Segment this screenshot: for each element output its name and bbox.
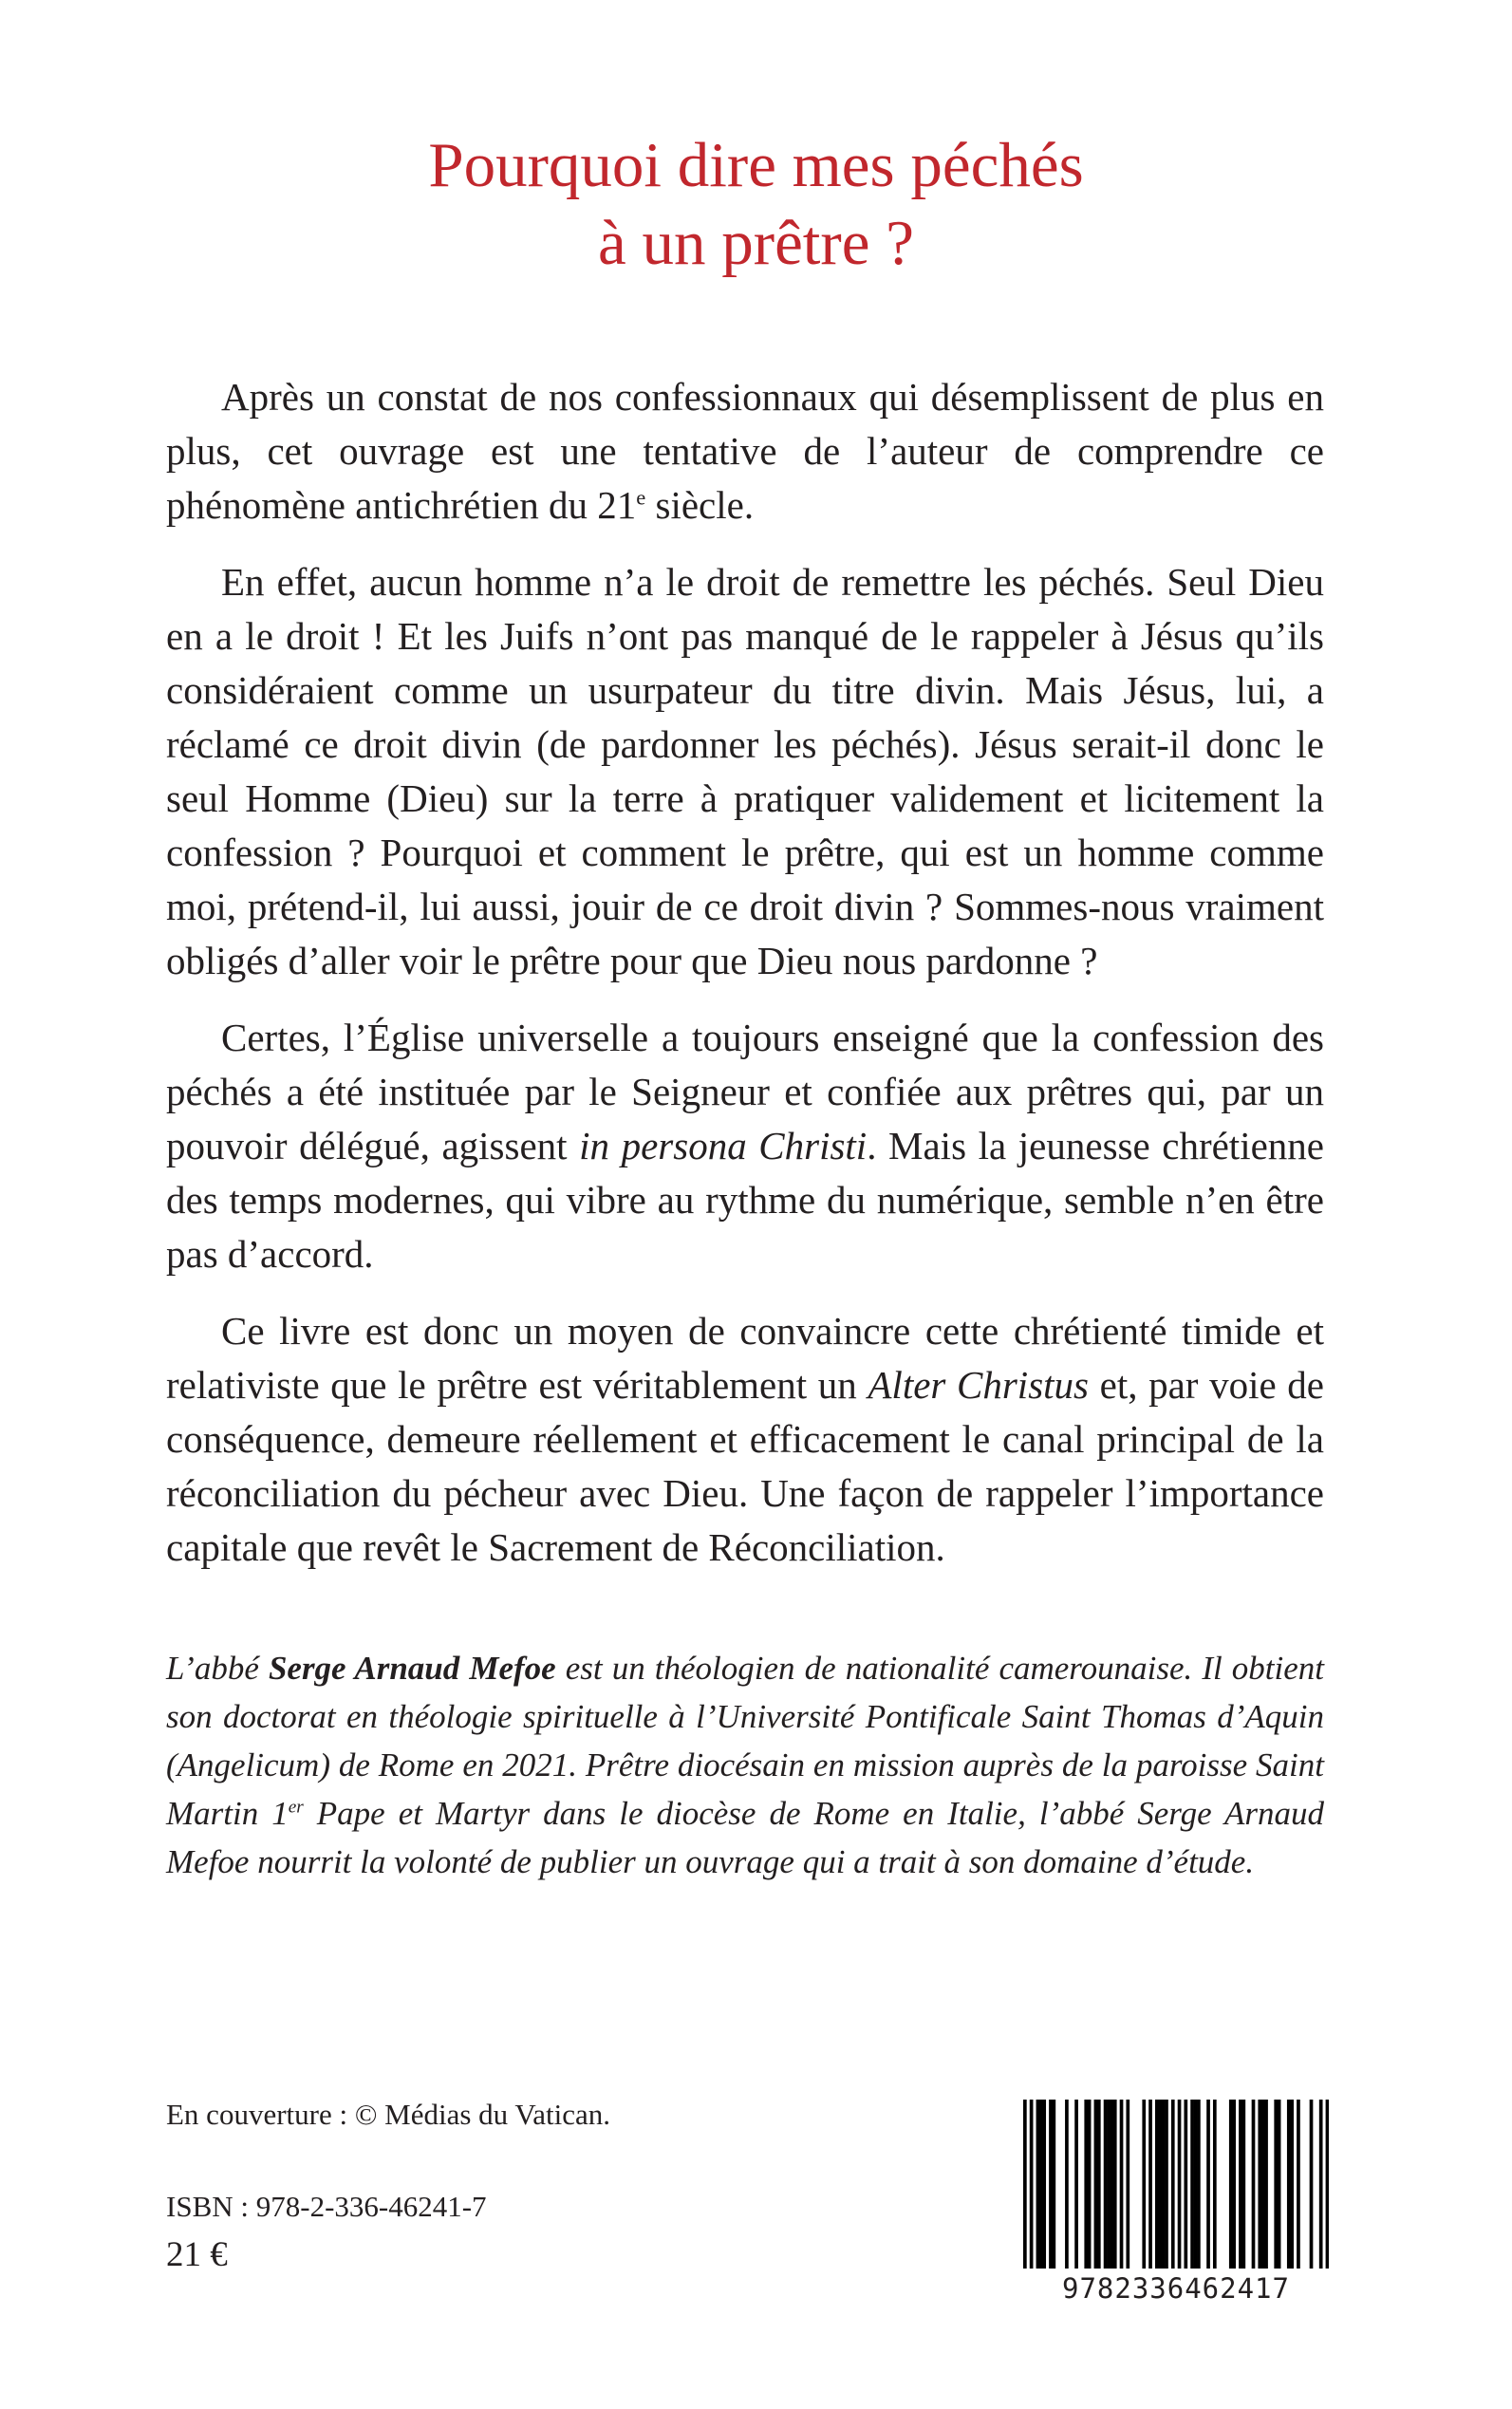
barcode-bar [1039, 2100, 1043, 2269]
barcode-bar [1088, 2100, 1092, 2269]
bio-text: est un théologien de nationalité camerounaise. Il obtient son doctorat en théologie spirituelle à l’Université Pontificale Saint Thomas d’Aquin (Angelicum) de Rome en 2021. Prêtre diocésain en mission auprès de la paroisse Saint Martin 1 [166, 1650, 1324, 1832]
barcode-bar [1049, 2100, 1053, 2269]
paragraph-3 [166, 1011, 1324, 1281]
barcode-bar [1319, 2100, 1323, 2269]
barcode-bar [1184, 2100, 1187, 2269]
barcode-bar [1206, 2100, 1210, 2269]
paragraph-1-end: siècle. [645, 483, 755, 527]
barcode-bar [1107, 2100, 1111, 2269]
barcode-bar [1158, 2100, 1162, 2269]
title-line-2: à un prêtre ? [598, 208, 914, 278]
barcode-bars [1023, 2100, 1329, 2270]
barcode-bar [1126, 2100, 1129, 2269]
barcode-bar [1111, 2100, 1114, 2269]
barcode-bar [1310, 2100, 1314, 2269]
barcode-bar [1084, 2100, 1088, 2269]
barcode-bar [1113, 2100, 1117, 2269]
barcode-bar [1030, 2100, 1034, 2269]
barcode-bar [1197, 2100, 1201, 2269]
barcode-bar [1074, 2100, 1078, 2269]
barcode-bar [1297, 2100, 1300, 2269]
barcode-bar [1053, 2100, 1056, 2269]
barcode-bar [1094, 2100, 1098, 2269]
barcode-bar [1252, 2100, 1256, 2269]
barcode-bar [1165, 2100, 1168, 2269]
barcode-bar [1190, 2100, 1194, 2269]
barcode-bar [1178, 2100, 1182, 2269]
barcode-bar [1278, 2100, 1281, 2269]
barcode-bar [1104, 2100, 1108, 2269]
barcode-bar [1065, 2100, 1069, 2269]
barcode-bar [1155, 2100, 1159, 2269]
barcode-bar [1241, 2100, 1245, 2269]
price: 21 € [166, 2235, 228, 2274]
barcode-bar [1290, 2100, 1294, 2269]
barcode-bar [1120, 2100, 1124, 2269]
barcode-bar [1213, 2100, 1217, 2269]
bio-superscript: er [288, 1797, 304, 1818]
barcode-bar [1287, 2100, 1291, 2269]
paragraph-4 [166, 1304, 1324, 1575]
title-line-1: Pourquoi dire mes péchés [428, 130, 1084, 200]
author-bio [166, 1644, 1324, 1886]
barcode [1023, 2100, 1329, 2305]
paragraph-2: En effet, aucun homme n’a le droit de remettre les péchés. Seul Dieu en a le droit ! Et les Juifs n’ont pas manqué de le rappeler à Jésus qu’ils considéraient comme un usurpateur du titre divin. Mais Jésus, lui, a réclamé ce droit divin (de pardonner les péchés). Jésus serait-il donc le seul Homme (Dieu) sur la terre à pratiquer validement et licitement la confession ? Pourquoi et comment le prêtre, qui est un homme comme moi, prétend-il, lui aussi, jouir de ce droit divin ? Sommes-nous vraiment obligés d’aller voir le prêtre pour que Dieu nous pardonne ? [166, 560, 1324, 982]
paragraph-4-italic: Alter Christus [868, 1363, 1089, 1407]
barcode-bar [1232, 2100, 1236, 2269]
barcode-bar [1258, 2100, 1261, 2269]
paragraph-1 [166, 370, 1324, 532]
barcode-bar [1142, 2100, 1146, 2269]
barcode-bar [1274, 2100, 1278, 2269]
barcode-bar [1194, 2100, 1198, 2269]
barcode-bar [1036, 2100, 1040, 2269]
paragraph-4-text: Ce livre est donc un moyen de convaincre cette chrétienté timide et relativiste que le prêtre est véritablement un [166, 1309, 1324, 1407]
paragraph-3-text: Certes, l’Église universelle a toujours enseigné que la confession des péchés a été instituée par le Seigneur et confiée aux prêtres qui, par un pouvoir délégué, agissent [166, 1016, 1324, 1167]
paragraph-1-text: Après un constat de nos confessionnaux qui désemplissent de plus en plus, cet ouvrage est une tentative de l’auteur de comprendre ce phénomène antichrétien du 21 [166, 375, 1324, 527]
blurb [166, 370, 1324, 1575]
barcode-bar [1264, 2100, 1268, 2269]
isbn: ISBN : 978-2-336-46241-7 [166, 2190, 487, 2223]
barcode-bar [1171, 2100, 1175, 2269]
barcode-digits: 9782336462417 [1062, 2272, 1290, 2305]
author-name: Serge Arnaud Mefoe [268, 1650, 556, 1687]
paragraph-3-italic: in persona Christi [579, 1124, 868, 1167]
barcode-bar [1097, 2100, 1101, 2269]
barcode-bar [1042, 2100, 1046, 2269]
barcode-bar [1239, 2100, 1242, 2269]
cover-credit: En couverture : © Médias du Vatican. [166, 2098, 611, 2131]
book-title [0, 126, 1512, 282]
barcode-bar [1326, 2100, 1329, 2269]
barcode-bar [1162, 2100, 1166, 2269]
century-superscript: e [636, 485, 646, 510]
bio-prefix: L’abbé [166, 1650, 269, 1687]
paragraph-3-end: . Mais la jeunesse chrétienne des temps modernes, qui vibre au rythme du numérique, semble n’en être pas d’accord. [166, 1124, 1324, 1276]
barcode-bar [1148, 2100, 1152, 2269]
paragraph-4-end: et, par voie de conséquence, demeure réellement et efficacement le canal principal de la réconciliation du pécheur avec Dieu. Une façon de rappeler l’importance capitale que revêt le Sacrement de Réconciliation. [166, 1363, 1324, 1569]
barcode-bar [1023, 2100, 1027, 2269]
barcode-bar [1261, 2100, 1265, 2269]
bio-text-end: Pape et Martyr dans le diocèse de Rome en Italie, l’abbé Serge Arnaud Mefoe nourrit la volonté de publier un ouvrage qui a trait à son domaine d’étude. [166, 1795, 1324, 1880]
barcode-bar [1229, 2100, 1233, 2269]
